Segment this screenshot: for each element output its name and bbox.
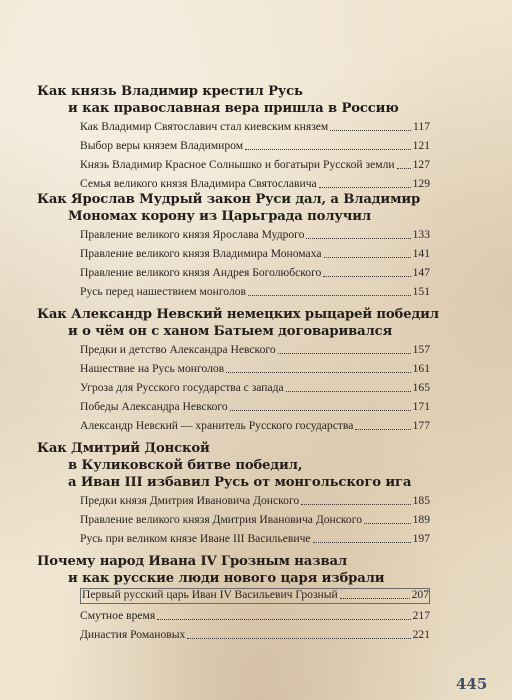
section-heading-line: в Куликовской битве победил, [68,458,303,473]
toc-entry-page: 129 [412,177,430,190]
dot-leader [226,371,410,373]
toc-entry-title: Угроза для Русского государства с запада [80,381,284,394]
toc-entry[interactable] [80,607,430,623]
dot-leader [187,637,410,639]
section-heading-line: Как Александр Невский немецких рыцарей победил [37,307,439,322]
dot-leader [319,186,411,188]
toc-entry[interactable] [80,360,430,376]
dot-leader [286,390,411,392]
section-heading-line: Мономах корону из Царьграда получил [68,209,372,224]
dot-leader [364,522,411,524]
toc-entry-title: Династия Романовых [80,628,186,641]
toc-entry-title: Русь перед нашествием монголов [80,285,247,298]
dot-leader [330,129,411,131]
toc-entry[interactable] [80,175,430,191]
toc-entry-title: Победы Александра Невского [80,400,228,413]
toc-entry-page: 121 [412,139,430,152]
toc-entry[interactable] [80,341,430,357]
section-heading-line: Как Ярослав Мудрый закон Руси дал, а Владимир [37,192,421,207]
toc-entry[interactable] [80,492,430,508]
toc-entry[interactable] [80,137,430,153]
toc-entry-title: Как Владимир Святославич стал киевским князем [80,120,329,133]
toc-entry-page: 127 [412,158,430,171]
toc-entry[interactable] [80,283,430,299]
section-heading-line: а Иван III избавил Русь от монгольского ига [68,475,412,490]
toc-entry-page: 207 [411,588,429,601]
toc-entry-title: Правление великого князя Дмитрия Ивановича Донского [80,513,362,526]
toc-entry-title: Правление великого князя Ярослава Мудрого [80,228,305,241]
section-heading-line: и как православная вера пришла в Россию [68,101,399,116]
toc-entry-page: 141 [412,247,430,260]
toc-entry-page: 165 [412,381,430,394]
toc-entry-page: 171 [412,400,430,413]
dot-leader [397,167,411,169]
dot-leader [355,428,410,430]
page-number: 445 [456,675,488,693]
toc-entry-page: 197 [412,532,430,545]
toc-entry[interactable] [80,626,430,642]
toc-entry-title: Правление великого князя Владимира Мономаха [80,247,322,260]
dot-leader [230,409,411,411]
dot-leader [340,597,410,599]
toc-entry[interactable] [80,264,430,280]
toc-entry-page: 189 [412,513,430,526]
toc-entry-title: Выбор веры князем Владимиром [80,139,244,152]
toc-entry[interactable] [80,245,430,261]
toc-entry-page: 185 [412,494,430,507]
dot-leader [248,294,411,296]
toc-entry[interactable] [80,118,430,134]
toc-entry-page: 133 [412,228,430,241]
dot-leader [306,237,410,239]
dot-leader [324,256,411,258]
toc-entry[interactable] [80,530,430,546]
dot-leader [278,352,411,354]
dot-leader [313,541,411,543]
toc-entry-page: 157 [412,343,430,356]
toc-entry[interactable] [80,417,430,433]
dot-leader [245,148,411,150]
dot-leader [323,275,410,277]
dot-leader [301,503,410,505]
toc-entry-page: 161 [412,362,430,375]
toc-entry-title: Смутное время [80,609,156,622]
toc-entry[interactable] [80,156,430,172]
toc-entry-page: 147 [412,266,430,279]
dot-leader [157,618,410,620]
toc-entry-page: 177 [412,419,430,432]
section-heading-line: Почему народ Ивана IV Грозным назвал [37,554,347,569]
toc-entry-page: 151 [412,285,430,298]
section-heading-line: и как русские люди нового царя избрали [68,571,385,586]
toc-entry-title: Александр Невский — хранитель Русского государства [80,419,354,432]
toc-entry-title: Правление великого князя Андрея Боголюбского [80,266,322,279]
toc-entry[interactable] [80,398,430,414]
toc-entry-title: Нашествие на Русь монголов [80,362,225,375]
toc-entry-title: Предки князя Дмитрия Ивановича Донского [80,494,300,507]
toc-entry-page: 221 [412,628,430,641]
toc-entry[interactable] [80,379,430,395]
section-heading-line: Как князь Владимир крестил Русь [37,84,303,99]
toc-entry-selected[interactable] [80,588,430,604]
toc-entry-page: 217 [412,609,430,622]
toc-entry-title: Русь при великом князе Иване III Васильевиче [80,532,311,545]
toc-entry-title: Князь Владимир Красное Солнышко и богатыри Русской земли [80,158,395,171]
toc-entry[interactable] [80,511,430,527]
toc-entry[interactable] [80,226,430,242]
section-heading-line: и о чём он с ханом Батыем договаривался [68,324,393,339]
toc-entry-title: Семья великого князя Владимира Святославича [80,177,317,190]
toc-entry-title: Первый русский царь Иван IV Васильевич Грозный [82,588,338,601]
section-heading-line: Как Дмитрий Донской [37,441,210,456]
toc-entry-title: Предки и детство Александра Невского [80,343,276,356]
toc-entry-page: 117 [413,120,430,133]
